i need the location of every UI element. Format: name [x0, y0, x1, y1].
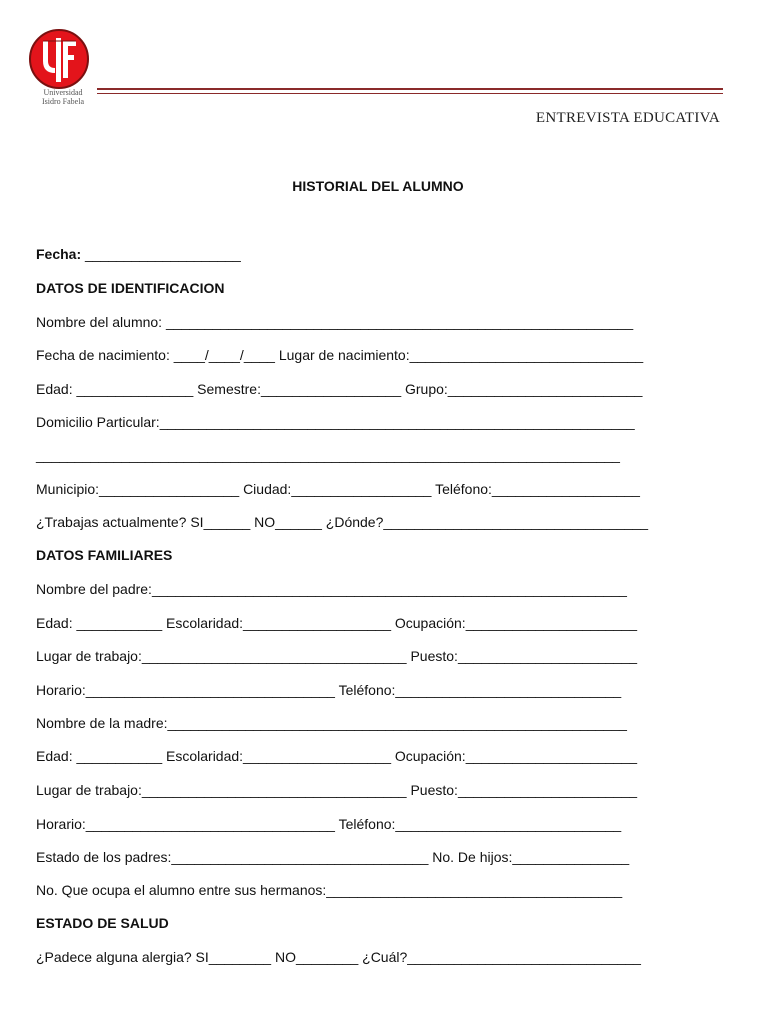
university-seal-icon	[26, 28, 96, 90]
trabajo-actual-field[interactable]: ¿Trabajas actualmente? SI______ NO______ ¿Dónde?__________________________________	[36, 514, 649, 530]
nombre-madre-field[interactable]: Nombre de la madre:___________________________________________________________	[36, 715, 627, 731]
domicilio-continuation-field[interactable]: ___________________________________________________________________________	[36, 447, 620, 463]
domicilio-particular-field[interactable]: Domicilio Particular:_____________________________________________________________	[36, 414, 635, 430]
university-logo	[26, 28, 96, 112]
madre-horario-telefono-field[interactable]: Horario:________________________________ Teléfono:_____________________________	[36, 816, 622, 832]
logo-name-line2: Isidro Fabela	[42, 97, 84, 106]
header-rule	[97, 88, 723, 94]
section-datos-identificacion: DATOS DE IDENTIFICACION	[36, 280, 225, 296]
nombre-padre-field[interactable]: Nombre del padre:_____________________________________________________________	[36, 581, 627, 597]
padre-lugar-trabajo-puesto-field[interactable]: Lugar de trabajo:__________________________________ Puesto:_______________________	[36, 648, 638, 664]
section-datos-familiares: DATOS FAMILIARES	[36, 547, 173, 563]
madre-edad-escolaridad-ocupacion-field[interactable]: Edad: ___________ Escolaridad:___________________ Ocupación:______________________	[36, 748, 637, 764]
municipio-ciudad-telefono-field[interactable]: Municipio:__________________ Ciudad:__________________ Teléfono:___________________	[36, 481, 640, 497]
estado-padres-hijos-field[interactable]: Estado de los padres:_________________________________ No. De hijos:_______________	[36, 849, 630, 865]
section-estado-salud: ESTADO DE SALUD	[36, 915, 169, 931]
fecha-label: Fecha:	[36, 246, 82, 262]
fecha-field[interactable]	[36, 245, 241, 263]
logo-name-line1: Universidad	[43, 88, 83, 97]
edad-semestre-grupo-field[interactable]: Edad: _______________ Semestre:__________________ Grupo:_________________________	[36, 381, 643, 397]
logo-wordmark	[26, 88, 100, 106]
document-title: HISTORIAL DEL ALUMNO	[292, 178, 464, 194]
alergia-field[interactable]: ¿Padece alguna alergia? SI________ NO________ ¿Cuál?______________________________	[36, 949, 641, 965]
padre-horario-telefono-field[interactable]: Horario:________________________________ Teléfono:_____________________________	[36, 682, 622, 698]
header-title: ENTREVISTA EDUCATIVA	[535, 110, 720, 126]
lugar-entre-hermanos-field[interactable]: No. Que ocupa el alumno entre sus hermanos:______________________________________	[36, 882, 623, 898]
fecha-lugar-nacimiento-field[interactable]: Fecha de nacimiento: ____/____/____ Lugar de nacimiento:______________________________	[36, 347, 644, 363]
nombre-alumno-field[interactable]: Nombre del alumno: ____________________________________________________________	[36, 314, 634, 330]
madre-lugar-trabajo-puesto-field[interactable]: Lugar de trabajo:__________________________________ Puesto:_______________________	[36, 782, 638, 798]
fecha-blank[interactable]: ____________________	[81, 246, 241, 262]
padre-edad-escolaridad-ocupacion-field[interactable]: Edad: ___________ Escolaridad:___________________ Ocupación:______________________	[36, 615, 637, 631]
